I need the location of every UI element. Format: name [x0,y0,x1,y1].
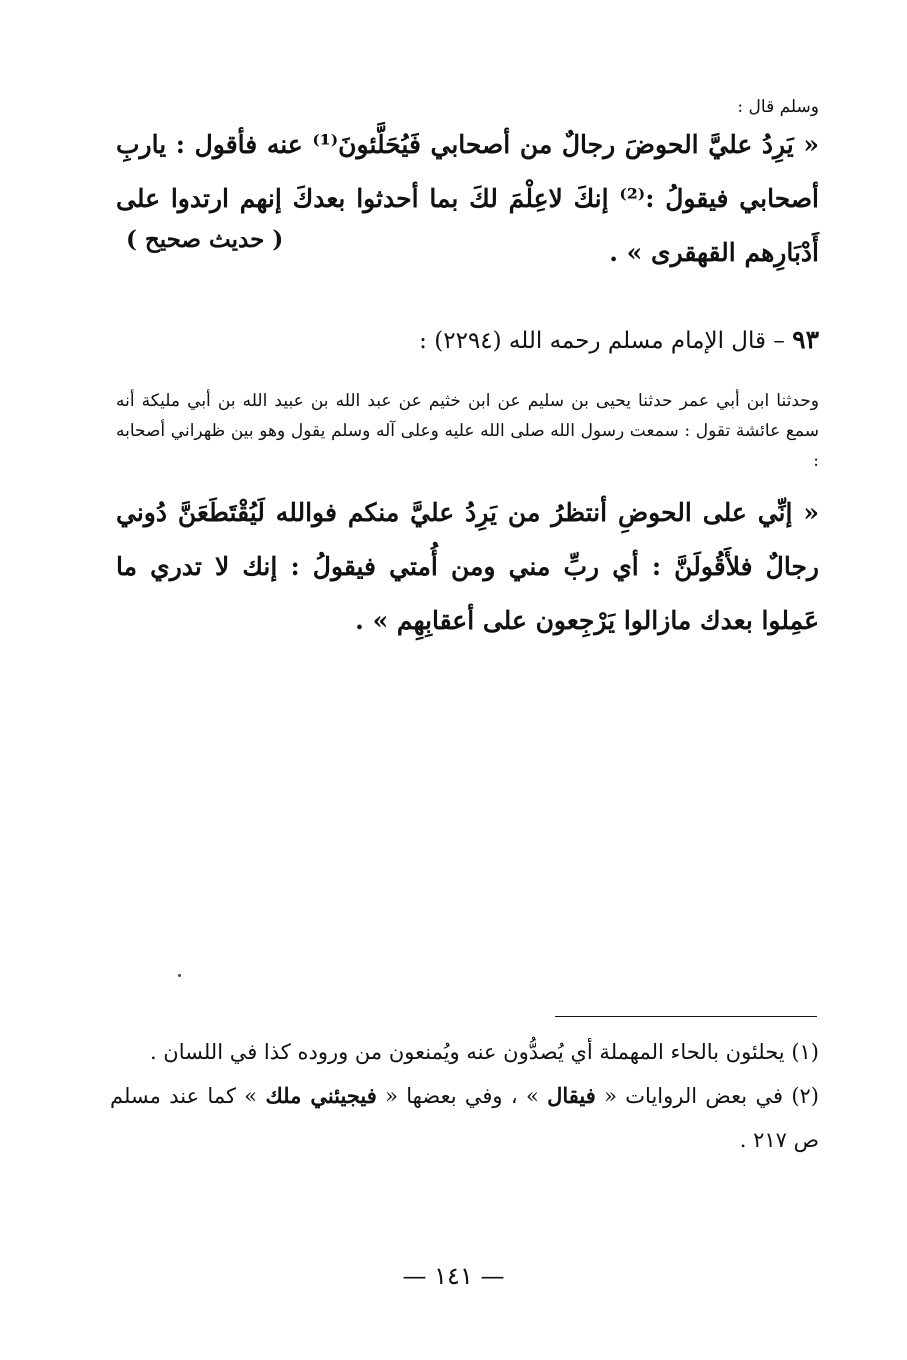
heading-text: قال الإمام مسلم رحمه الله (٢٢٩٤) : [419,328,767,354]
hadith-number: ٩٣ [792,325,819,354]
section-heading [116,318,819,363]
footnote-2-variant-1: فيقال [547,1083,596,1108]
page-number: — ١٤١ — [402,1262,505,1290]
footnote-2-text-middle: » ، وفي بعضها « [385,1084,539,1108]
footnote-2-text-before: في بعض الروايات « [604,1084,783,1108]
hadith-text-1: « يَرِدُ عليَّ الحوضَ رجالٌ من أصحابي فَيُحَلَّئونَ⁽¹⁾ عنه فأقول : ياربِ أصحابي فيقولُ :⁽²⁾ إنكَ لاعِلْمَ لكَ بما أحدثوا بعدكَ إنهم ارتدوا على أَدْبَارِهم القهقرى » . [116,130,820,267]
footnote-1-text: يحلئون بالحاء المهملة أي يُصدُّون عنه ويُمنعون من وروده كذا في اللسان . [149,1040,785,1064]
footnote-2-variant-2: فيجيئني ملك [265,1083,377,1108]
footnote-2-text-after: » كما عند مسلم ص ٢١٧ . [110,1084,819,1152]
lead-in-text: وسلم قال : [737,97,819,117]
footnote-2-marker: (٢) [791,1084,819,1108]
footnote-separator [555,1016,817,1017]
footnote-1 [110,1030,819,1074]
footnote-2 [110,1074,819,1162]
footnote-1-marker: (١) [791,1040,819,1064]
isnad-text: وحدثنا ابن أبي عمر حدثنا يحيى بن سليم عن ابن خثيم عن عبد الله بن عبيد الله بن أبي مليكة أنه سمع عائشة تقول : سمعت رسول الله صلى الله عليه وعلى آله وسلم يقول وهو بين ظهراني أصحابه : [116,391,819,471]
hadith-text-2: « إنِّي على الحوضِ أنتظرُ من يَرِدُ عليَّ منكم فوالله لَيُقْتَطَعَنَّ دُوني رجالٌ فلأَقُولَنَّ : أي ربِّ مني ومن أُمتي فيقولُ : إنك لا تدري ما عَمِلوا بعدك مازالوا يَرْجِعون على أعقابِهِم » . [116,498,819,635]
heading-dash: – [773,328,785,354]
hadith-grade: ( حديث صحيح ) [126,226,284,253]
speck-mark [178,974,181,977]
